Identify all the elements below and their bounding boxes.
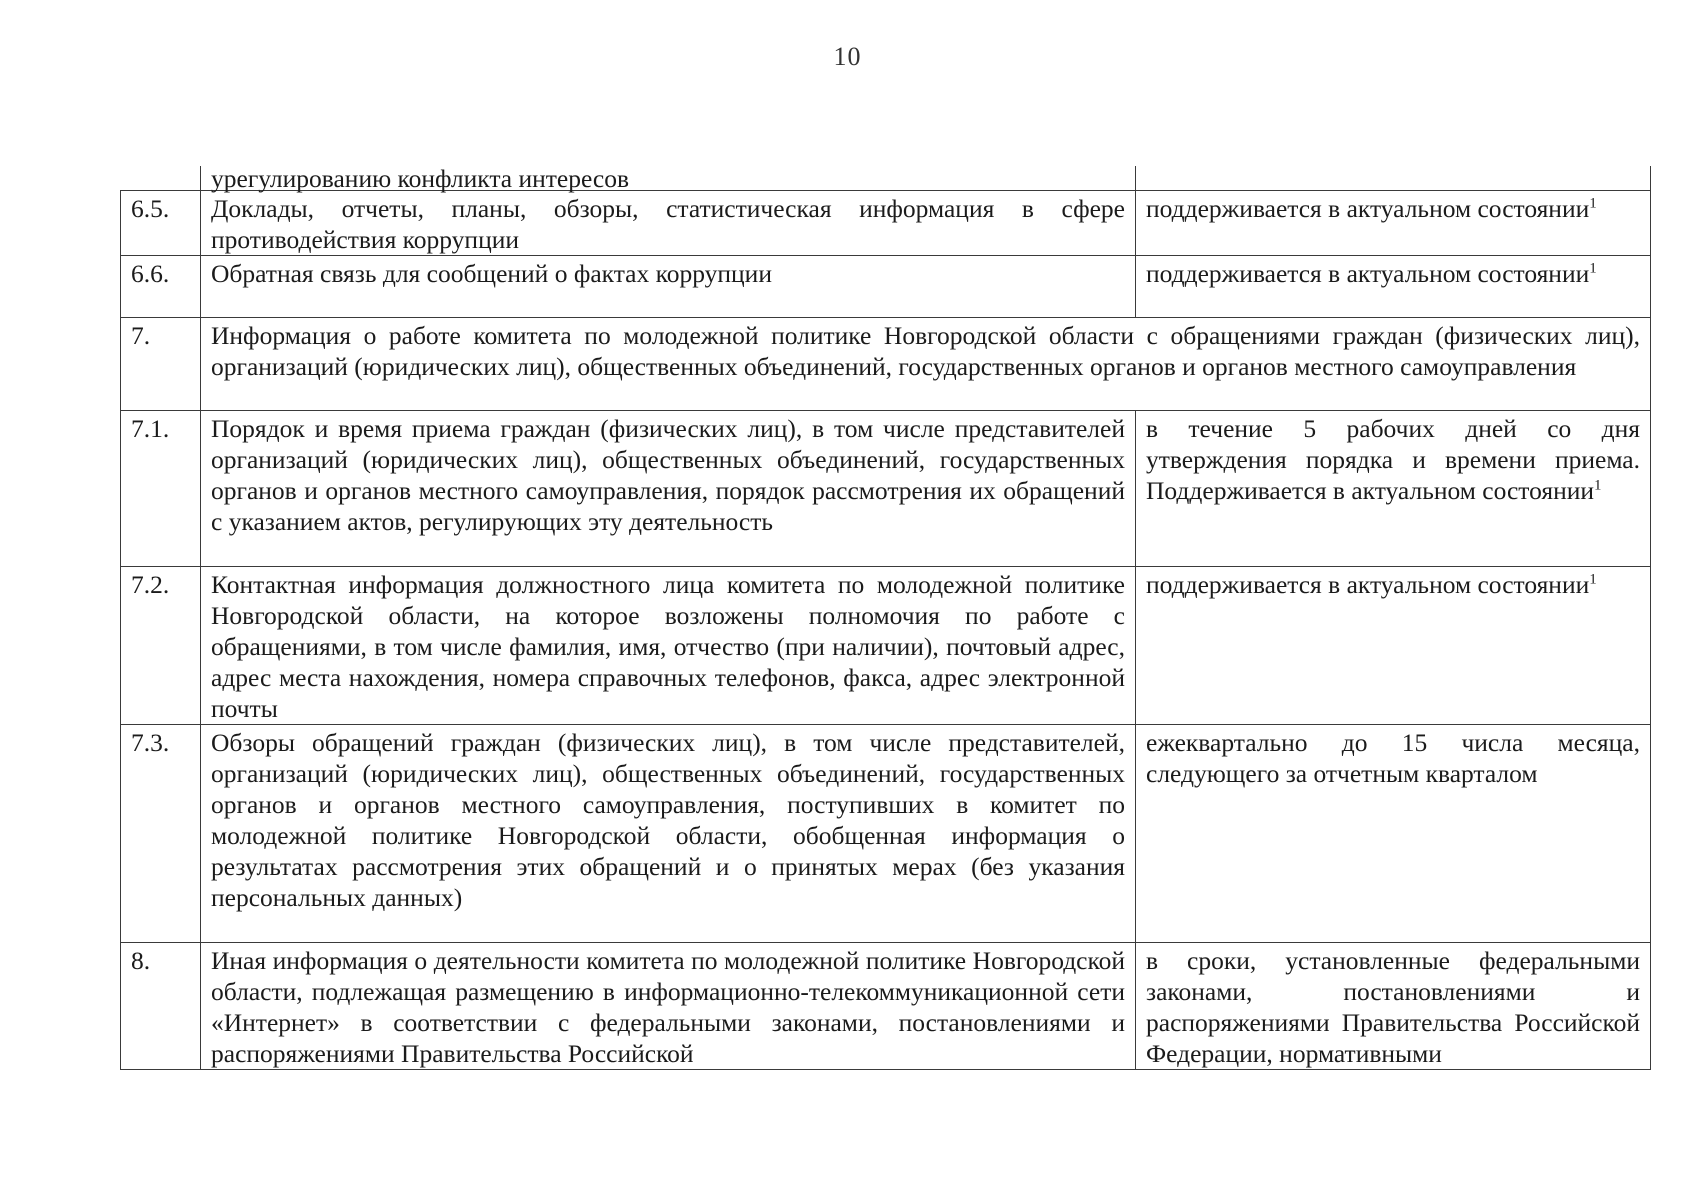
table-row <box>121 256 1651 318</box>
footnote-marker: 1 <box>1594 477 1602 494</box>
row-number: 7.2. <box>121 567 201 725</box>
table-row <box>121 725 1651 943</box>
row-text: Иная информация о деятельности комитета по молодежной политике Новгородской области, подлежащая размещению в информационно-телекоммуникационной сети «Интернет» в соответствии с федеральными законами, постановлениями и распоряжениями Правительства Российской <box>201 943 1136 1070</box>
row-text: Контактная информация должностного лица комитета по молодежной политике Новгородской области, на которое возложены полномочия по работе с обращениями, в том числе фамилия, имя, отчество (при наличии), почтовый адрес, адрес места нахождения, номера справочных телефонов, факса, адрес электронной почты <box>201 567 1136 725</box>
footnote-marker: 1 <box>1589 571 1597 588</box>
row-note-text: в течение 5 рабочих дней со дня утверждения порядка и времени приема. Поддерживается в актуальном состоянии <box>1146 414 1640 505</box>
footnote-marker: 1 <box>1589 195 1597 212</box>
row-number: 7. <box>121 318 201 411</box>
table-row <box>121 318 1651 411</box>
row-note <box>1136 256 1651 318</box>
row-note-text: ежеквартально до 15 числа месяца, следующего за отчетным кварталом <box>1146 728 1640 788</box>
page-number: 10 <box>833 42 862 71</box>
row-note <box>1136 943 1651 1070</box>
row-note <box>1136 567 1651 725</box>
row-text: Обзоры обращений граждан (физических лиц), в том числе представителей, организаций (юридических лиц), общественных объединений, государственных органов и органов местного самоуправления, поступивших в комитет по молодежной политике Новгородской области, обобщенная информация о результатах рассмотрения этих обращений и о принятых мерах (без указания персональных данных) <box>201 725 1136 943</box>
section-heading-text: Информация о работе комитета по молодежной политике Новгородской области с обращениями граждан (физических лиц), организаций (юридических лиц), общественных объединений, государственных органов и органов местного самоуправления <box>201 318 1651 411</box>
row-number: 7.3. <box>121 725 201 943</box>
row-text: Обратная связь для сообщений о фактах коррупции <box>201 256 1136 318</box>
row-note-text: поддерживается в актуальном состоянии <box>1146 194 1590 223</box>
row-text: Доклады, отчеты, планы, обзоры, статистическая информация в сфере противодействия коррупции <box>201 191 1136 256</box>
row-note-text: в сроки, установленные федеральными законами, постановлениями и распоряжениями Правительства Российской Федерации, нормативными <box>1146 946 1640 1068</box>
row-note <box>1136 725 1651 943</box>
row-text: урегулированию конфликта интересов <box>201 166 1136 191</box>
row-note <box>1136 411 1651 567</box>
publication-schedule-table <box>120 166 1651 1070</box>
table-row <box>121 943 1651 1070</box>
row-note <box>1136 166 1651 191</box>
footnote-marker: 1 <box>1589 260 1597 277</box>
row-note-text: поддерживается в актуальном состоянии <box>1146 570 1590 599</box>
table-row <box>121 166 1651 191</box>
row-note <box>1136 191 1651 256</box>
row-number <box>121 166 201 191</box>
table-row <box>121 411 1651 567</box>
table-row <box>121 567 1651 725</box>
row-note-text: поддерживается в актуальном состоянии <box>1146 259 1590 288</box>
row-number: 7.1. <box>121 411 201 567</box>
row-text: Порядок и время приема граждан (физических лиц), в том числе представителей организаций (юридических лиц), общественных объединений, государственных органов и органов местного самоуправления, порядок рассмотрения их обращений с указанием актов, регулирующих эту деятельность <box>201 411 1136 567</box>
table-row <box>121 191 1651 256</box>
row-number: 6.5. <box>121 191 201 256</box>
row-number: 6.6. <box>121 256 201 318</box>
row-number: 8. <box>121 943 201 1070</box>
